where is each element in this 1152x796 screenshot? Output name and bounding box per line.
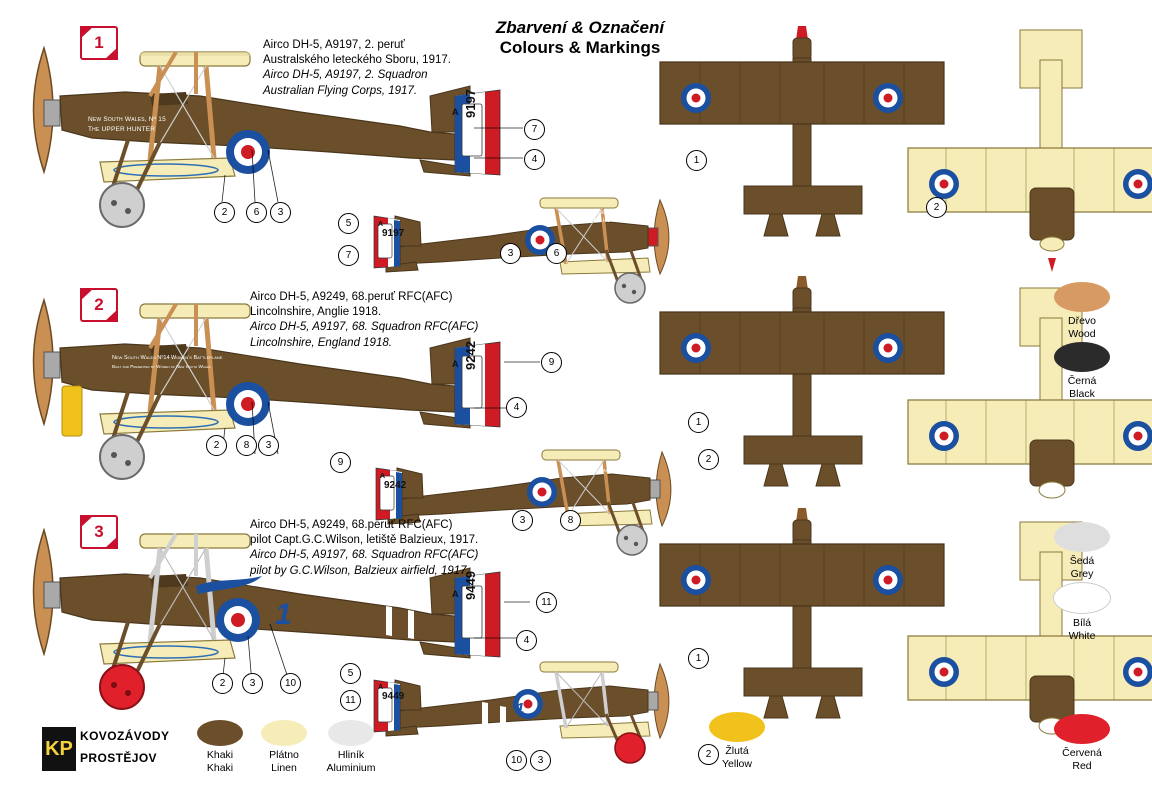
callout-o1-7b: 7 xyxy=(338,245,359,266)
swatch-white xyxy=(1053,582,1111,614)
option2-caption-en-2: Lincolnshire, England 1918. xyxy=(250,336,392,349)
legend-red xyxy=(1034,714,1130,772)
legend-aluminium-en: Aluminium xyxy=(326,761,376,774)
swatch-yellow xyxy=(709,712,765,742)
legend-aluminium xyxy=(308,720,394,774)
callout-o1-5: 5 xyxy=(338,213,359,234)
option1-stencil-mirror-1: New South Wales, Nº 15 xyxy=(572,210,633,216)
option-badge-3 xyxy=(80,515,118,549)
option3-caption-cz-1: Airco DH-5, A9249, 68.peruť RFC(AFC) xyxy=(250,519,453,531)
option1-stencil-mirror-2: The UPPER HUNTER xyxy=(572,218,626,224)
legend-aluminium-cz: Hliník xyxy=(337,749,365,761)
option3-caption-en-2: pilot by G.C.Wilson, Balzieux airfield, 1917. xyxy=(250,564,470,577)
option1-caption-en-1: Airco DH-5, A9197, 2. Squadron xyxy=(263,69,428,82)
option2-caption xyxy=(250,290,522,351)
callout-o2-8: 8 xyxy=(236,435,257,456)
legend-wood-cz: Dřevo xyxy=(1067,315,1096,327)
option-badge-3-label: 3 xyxy=(94,522,104,541)
option2-caption-cz-2: Lincolnshire, Anglie 1918. xyxy=(250,306,382,319)
option2-caption-en-1: Airco DH-5, A9197, 68. Squadron RFC(AFC) xyxy=(250,321,479,334)
callout-o3-2: 2 xyxy=(212,673,233,694)
option2-stencil-mirror-1: New South Wales Nº14 Women's Battleplane xyxy=(568,468,655,473)
option2-caption-cz-1: Airco DH-5, A9249, 68.peruť RFC(AFC) xyxy=(250,291,453,303)
option-badge-1 xyxy=(80,26,118,60)
option1-serial: 9197 xyxy=(463,89,478,118)
option3-fuselage-number-mirror: 1 xyxy=(516,700,525,717)
callout-o2-4: 4 xyxy=(506,397,527,418)
option1-caption-en-2: Australian Flying Corps, 1917. xyxy=(263,84,418,97)
swatch-red xyxy=(1054,714,1110,744)
callout-o2-8b: 8 xyxy=(560,510,581,531)
logo-mark: KP xyxy=(45,738,73,760)
option2-stencil-line2: Built and Presented by Women of New South Wales xyxy=(112,364,211,369)
legend-yellow-en: Yellow xyxy=(722,757,752,770)
callout-o2-9b: 9 xyxy=(330,452,351,473)
option2-serial-mirror: 9242 xyxy=(384,480,407,491)
option2-serial-prefix-mirror: A xyxy=(380,473,386,480)
callout-o3-10b: 10 xyxy=(506,750,527,771)
option-badge-1-label: 1 xyxy=(94,33,104,52)
legend-khaki-en: Khaki xyxy=(206,761,234,774)
option1-caption-cz-1: Airco DH-5, A9197, 2. peruť xyxy=(263,39,405,51)
option3-caption xyxy=(250,518,532,579)
legend-black-en: Black xyxy=(1069,387,1095,400)
option3-serial: 9449 xyxy=(463,571,478,600)
legend-grey-en: Grey xyxy=(1070,567,1094,580)
callout-o2-3: 3 xyxy=(258,435,279,456)
callout-o1-3b: 3 xyxy=(500,243,521,264)
option1-serial-prefix-mirror: A xyxy=(378,221,384,228)
callout-o1-1: 1 xyxy=(686,150,707,171)
option1-top-view xyxy=(660,26,944,236)
callout-o2-2c: 2 xyxy=(698,449,719,470)
legend-red-en: Red xyxy=(1072,759,1092,772)
swatch-linen xyxy=(261,720,307,746)
option1-caption-cz-2: Australského leteckého Sboru, 1917. xyxy=(263,54,451,67)
option1-stencil-line2: The UPPER HUNTER xyxy=(88,126,156,133)
logo-line-2: PROSTĚJOV xyxy=(80,751,157,765)
legend-white-cz: Bílá xyxy=(1072,617,1092,629)
option2-serial-prefix: A xyxy=(452,359,459,369)
option3-serial-mirror: 9449 xyxy=(382,691,405,702)
legend-white-en: White xyxy=(1068,629,1096,642)
legend-linen-en: Linen xyxy=(271,761,297,774)
callout-o1-6b: 6 xyxy=(546,243,567,264)
callout-o1-7: 7 xyxy=(524,119,545,140)
legend-wood-en: Wood xyxy=(1068,327,1096,340)
option1-caption xyxy=(263,38,513,99)
callout-o1-2c: 2 xyxy=(926,197,947,218)
legend-black-cz: Černá xyxy=(1067,375,1097,387)
callout-o3-11b: 11 xyxy=(340,690,361,711)
legend-wood xyxy=(1034,282,1130,340)
option-badge-2-label: 2 xyxy=(94,295,104,314)
title-english: Colours & Markings xyxy=(499,37,661,57)
callout-o1-2: 2 xyxy=(214,202,235,223)
title-czech: Zbarvení & Označení xyxy=(495,18,665,37)
legend-white xyxy=(1034,582,1130,642)
callout-o3-2c: 2 xyxy=(698,744,719,765)
option3-caption-cz-2: pilot Capt.G.C.Wilson, letiště Balzieux, 1917. xyxy=(250,534,479,547)
callout-o2-3b: 3 xyxy=(512,510,533,531)
legend-black xyxy=(1034,342,1130,400)
option1-serial-mirror: 9197 xyxy=(382,228,405,239)
option-badge-2 xyxy=(80,288,118,322)
callout-o3-5: 5 xyxy=(340,663,361,684)
callout-o1-3: 3 xyxy=(270,202,291,223)
callout-o2-2: 2 xyxy=(206,435,227,456)
legend-khaki-cz: Khaki xyxy=(206,749,234,761)
swatch-black xyxy=(1054,342,1110,372)
callout-o1-4: 4 xyxy=(524,149,545,170)
logo-line-1: KOVOZÁVODY xyxy=(80,729,170,743)
option1-stencil-line1: New South Wales, Nº 15 xyxy=(88,116,166,123)
callout-o1-6: 6 xyxy=(246,202,267,223)
option3-serial-prefix: A xyxy=(452,589,459,599)
legend-linen-cz: Plátno xyxy=(269,749,299,761)
legend-red-cz: Červená xyxy=(1062,747,1102,759)
callout-o3-10: 10 xyxy=(280,673,301,694)
callout-o2-1: 1 xyxy=(688,412,709,433)
option3-serial-prefix-mirror: A xyxy=(378,684,384,691)
option1-serial-prefix: A xyxy=(452,107,459,117)
callout-o3-4: 4 xyxy=(516,630,537,651)
callout-o3-1: 1 xyxy=(688,648,709,669)
option2-stencil-line1: New South Wales Nº14 Women's Battleplane xyxy=(112,355,223,361)
option2-serial: 9242 xyxy=(463,341,478,370)
callout-o3-11: 11 xyxy=(536,592,557,613)
legend-yellow-cz: Žlutá xyxy=(725,745,749,757)
legend-yellow xyxy=(692,712,782,770)
option3-caption-en-1: Airco DH-5, A9197, 68. Squadron RFC(AFC) xyxy=(250,549,479,562)
legend-grey-cz: Šedá xyxy=(1069,555,1095,567)
callout-o3-3b: 3 xyxy=(530,750,551,771)
brand-logo xyxy=(42,727,192,773)
swatch-grey xyxy=(1054,522,1110,552)
callout-o2-9: 9 xyxy=(541,352,562,373)
swatch-khaki xyxy=(197,720,243,746)
swatch-wood xyxy=(1054,282,1110,312)
option3-fuselage-number: 1 xyxy=(275,598,292,631)
option3-top-view xyxy=(660,508,944,718)
legend-grey xyxy=(1034,522,1130,580)
callout-o3-3: 3 xyxy=(242,673,263,694)
swatch-aluminium xyxy=(328,720,374,746)
